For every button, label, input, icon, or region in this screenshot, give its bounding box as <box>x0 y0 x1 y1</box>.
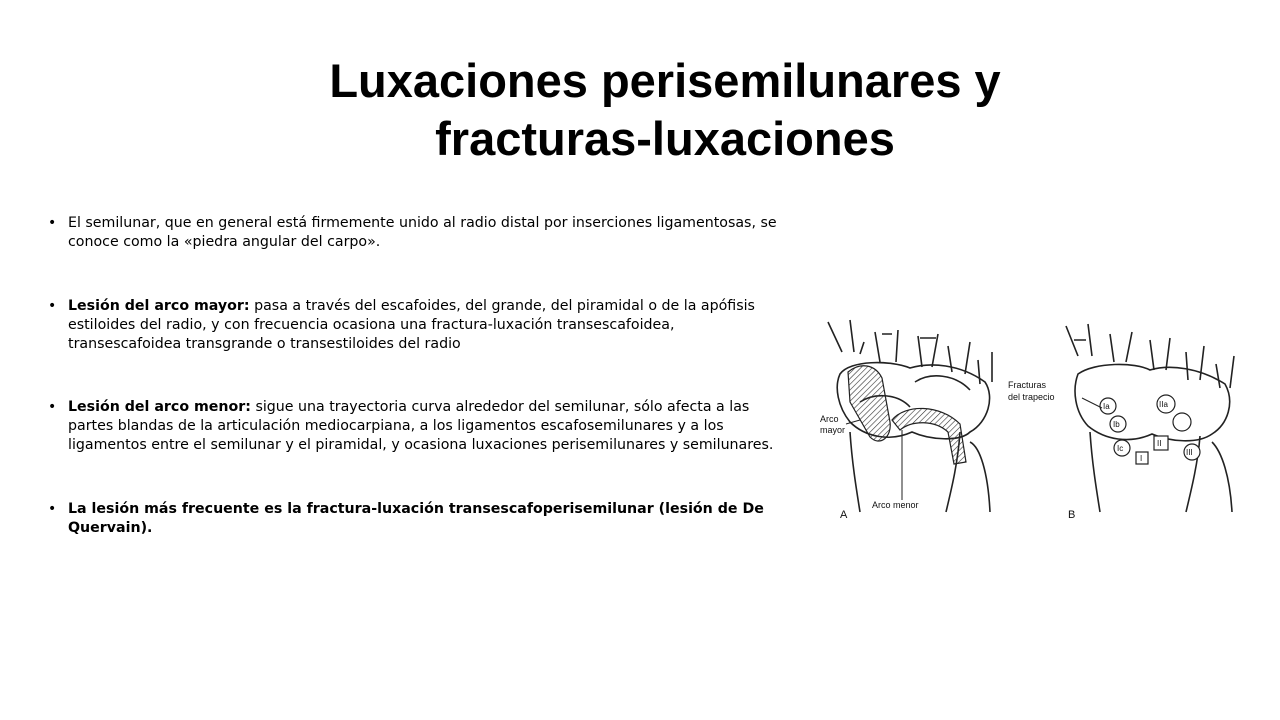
bullet-item-semilunar <box>48 214 788 252</box>
bullet-text: La lesión más frecuente es la fractura-luxación transescafoperisemilunar (lesión de De Quervain). <box>68 501 764 536</box>
label-panel-a: A <box>840 509 848 521</box>
label-fracturas: Fracturas <box>1008 380 1047 390</box>
zone-iia: IIa <box>1159 400 1168 409</box>
label-panel-b: B <box>1068 509 1076 521</box>
label-del-trapecio: del trapecio <box>1008 392 1055 402</box>
zone-iii: III <box>1186 448 1193 457</box>
arco-menor-hatch <box>892 408 966 464</box>
bullet-item-arco-mayor <box>48 297 788 354</box>
bullet-item-de-quervain <box>48 500 788 538</box>
panel-b-drawing <box>1066 324 1234 512</box>
wrist-diagram <box>820 312 1250 524</box>
bullet-heading: Lesión del arco mayor: <box>68 298 250 314</box>
zone-ic: Ic <box>1117 444 1124 453</box>
bullet-item-arco-menor <box>48 398 788 455</box>
slide-title <box>230 52 1100 168</box>
bullet-heading: Lesión del arco menor: <box>68 399 251 415</box>
bullet-text: El semilunar, que en general está firmemente unido al radio distal por inserciones ligamentosas, se conoce como la «piedra angular del carpo». <box>68 215 777 250</box>
arco-mayor-hatch <box>848 366 890 441</box>
title-line-2: fracturas-luxaciones <box>435 112 895 165</box>
wrist-diagram-svg <box>820 312 1250 524</box>
zone-ib: Ib <box>1113 420 1120 429</box>
bullet-text: pasa a través del escafoides, del grande, del piramidal o de la apófisis estiloides del radio, y con frecuencia ocasiona una fractura-luxación transescafoidea, transescafoidea transgrande o transestiloides del radio <box>68 298 755 352</box>
zone-ia: Ia <box>1103 402 1110 411</box>
panel-b-zones <box>1100 395 1200 464</box>
fracturas-pointer <box>1082 398 1102 408</box>
bullet-text: sigue una trayectoria curva alrededor del semilunar, sólo afecta a las partes blandas de la articulación mediocarpiana, a los ligamentos escafosemilunares y a los ligamentos entre el semilunar y el piramidal, y ocasiona luxaciones perisemilunares y semilunares. <box>68 399 774 453</box>
label-arco-menor: Arco menor <box>872 500 919 510</box>
label-mayor: mayor <box>820 425 846 435</box>
zone-i: I <box>1140 454 1143 463</box>
title-line-1: Luxaciones perisemilunares y <box>329 54 1001 107</box>
zone-ii: II <box>1157 439 1162 448</box>
label-arco: Arco <box>820 414 839 424</box>
bullet-list <box>48 214 788 538</box>
